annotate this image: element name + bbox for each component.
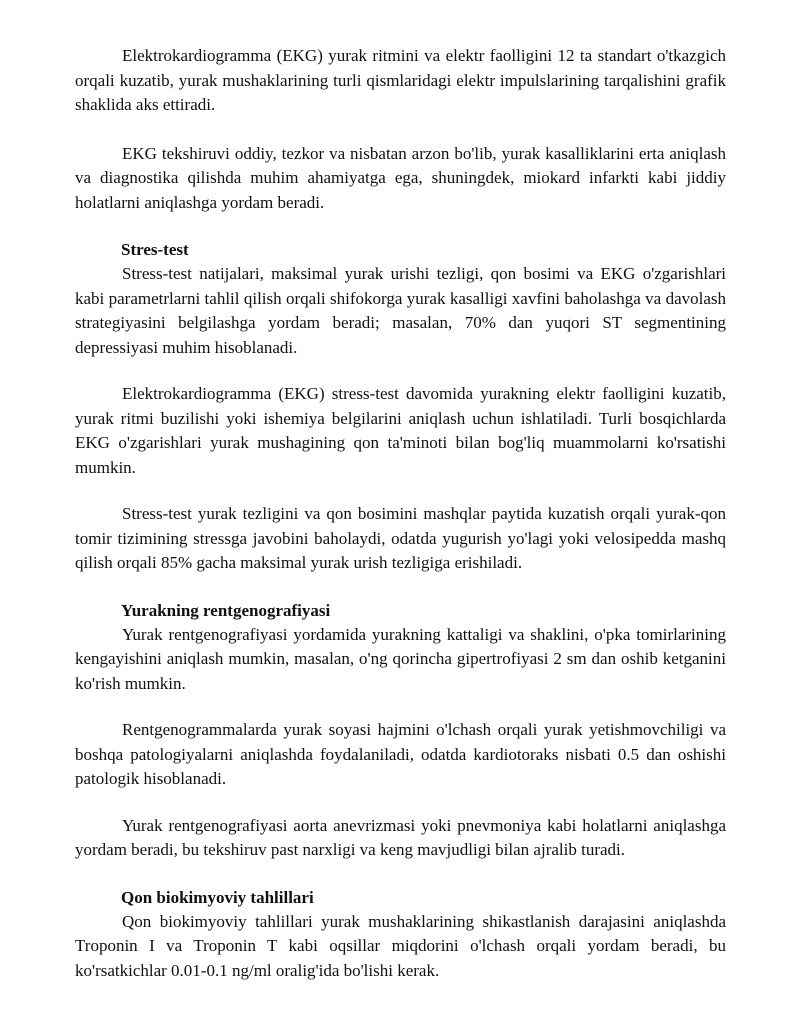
paragraph-stres-test-1: Stress-test natijalari, maksimal yurak urishi tezligi, qon bosimi va EKG o'zgarishlari kabi parametrlarni tahlil qilish orqali shifokorga yurak kasalligi xavfini baholashga va davolash strategiyasini belgilashga yordam beradi; masalan, 70% dan yuqori ST segmentining depressiyasi muhim hisoblanadi. (75, 264, 726, 357)
paragraph-rentgenografiya-2: Rentgenogrammalarda yurak soyasi hajmini o'lchash orqali yurak yetishmovchiligi va boshqa patologiyalarni aniqlashda foydalaniladi, odatda kardiotoraks nisbati 0.5 dan oshishi patologik hisoblanadi. (75, 720, 726, 788)
paragraph-stres-test-3: Stress-test yurak tezligini va qon bosimini mashqlar paytida kuzatish orqali yurak-qon tomir tizimining stressga javobini baholaydi, odatda yugurish yo'lagi yoki velosipedda mashq qilish orqali 85% gacha maksimal yurak urish tezligiga erishiladi. (75, 504, 726, 572)
document-page (75, 44, 726, 983)
heading-stres-test: Stres-test (121, 240, 189, 259)
paragraph-qon-biokimyoviy-1: Qon biokimyoviy tahlillari yurak mushaklarining shikastlanish darajasini aniqlashda Troponin I va Troponin T kabi oqsillar miqdorini o'lchash orqali yordam beradi, bu ko'rsatkichlar 0.01-0.1 ng/ml oralig'ida bo'lishi kerak. (75, 911, 726, 980)
paragraph-rentgenografiya-3: Yurak rentgenografiyasi aorta anevrizmasi yoki pnevmoniya kabi holatlarni aniqlashga yordam beradi, bu tekshiruv past narxligi va keng mavjudligi bilan ajralib turadi. (75, 815, 726, 859)
heading-qon-biokimyoviy: Qon biokimyoviy tahlillari (121, 887, 314, 907)
paragraph-ekg-intro-1: Elektrokardiogramma (EKG) yurak ritmini va elektr faolligini 12 ta standart o'tkazgich orqali kuzatib, yurak mushaklarining turli qismlaridagi elektr impulslarining tarqalishini grafik shaklida aks ettiradi. (75, 46, 726, 114)
paragraph-rentgenografiya-1: Yurak rentgenografiyasi yordamida yurakning kattaligi va shaklini, o'pka tomirlarining kengayishini aniqlash mumkin, masalan, o'ng qorincha gipertrofiyasi 2 sm dan oshib ketganini ko'rish mumkin. (75, 624, 726, 693)
paragraph-ekg-intro-2: EKG tekshiruvi oddiy, tezkor va nisbatan arzon bo'lib, yurak kasalliklarini erta aniqlash va diagnostika qilishda muhim ahamiyatga ega, shuningdek, miokard infarkti kabi jiddiy holatlarni aniqlashga yordam beradi. (75, 143, 726, 212)
paragraph-stres-test-2: Elektrokardiogramma (EKG) stress-test davomida yurakning elektr faolligini kuzatib, yurak ritmi buzilishi yoki ishemiya belgilarini aniqlash uchun ishlatiladi. Turli bosqichlarda EKG o'zgarishlari yurak mushagining qon ta'minoti bilan bog'liq muammolarni ko'rsatishi mumkin. (75, 384, 726, 477)
heading-rentgenografiya: Yurakning rentgenografiyasi (121, 600, 331, 620)
